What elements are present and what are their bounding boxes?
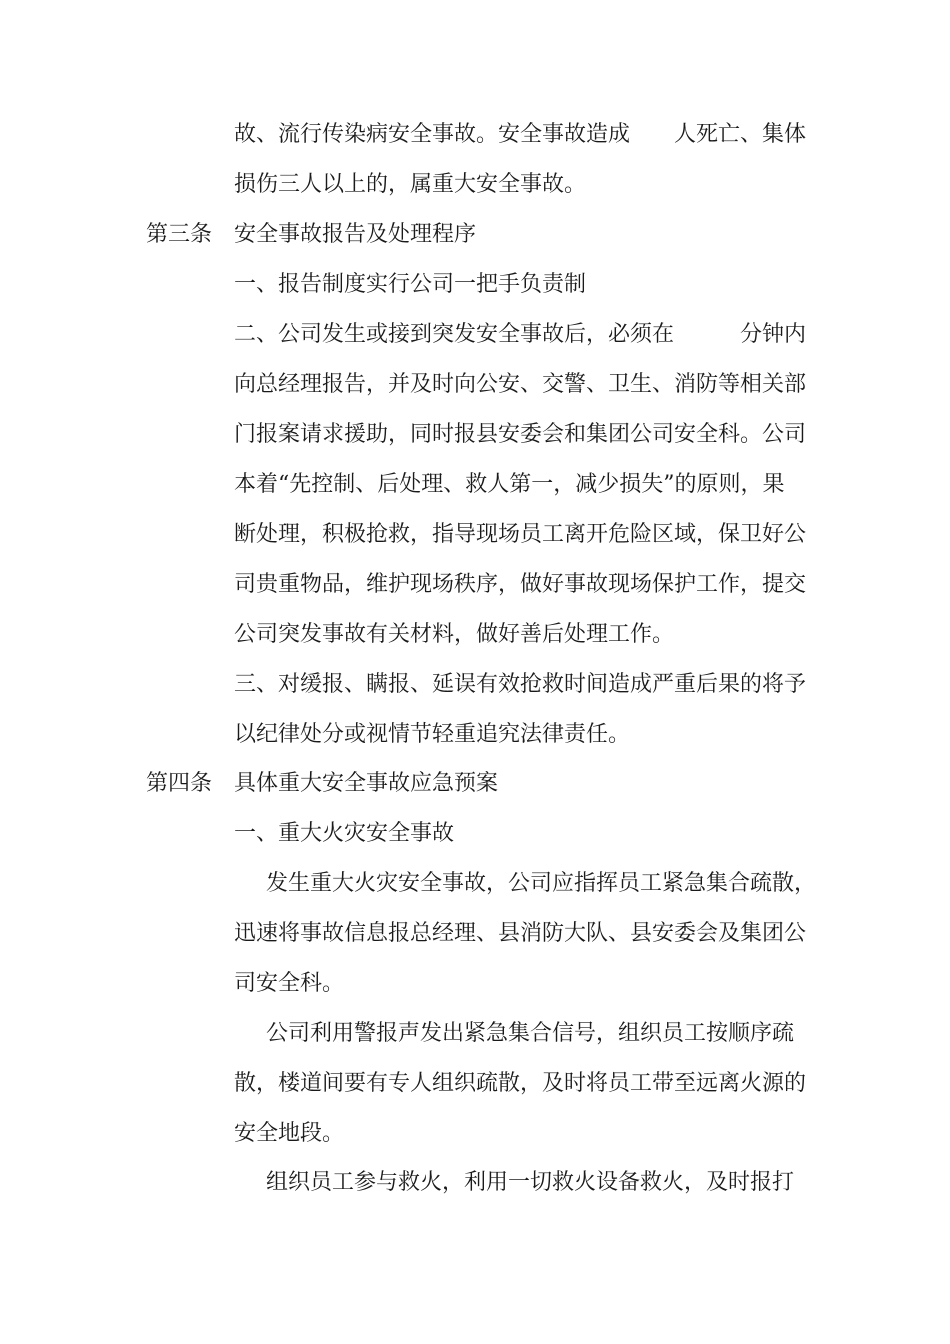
- text-line: 公司利用警报声发出紧急集合信号，组织员工按顺序疏: [266, 1021, 795, 1046]
- text-line: 迅速将事故信息报总经理、县消防大队、县安委会及集团公: [234, 921, 807, 946]
- text-line: 向总经理报告，并及时向公安、交警、卫生、消防等相关部: [234, 372, 807, 397]
- text-segment: 分钟内: [740, 322, 807, 347]
- text-line: 三、对缓报、瞒报、延误有效抢救时间造成严重后果的将予: [234, 672, 807, 697]
- article-heading: [146, 769, 498, 799]
- text-line: 一、报告制度实行公司一把手负责制: [234, 272, 587, 297]
- text-line: 本着“先控制、后处理、救人第一，减少损失”的原则，果: [234, 472, 785, 497]
- text-line: 以纪律处分或视情节轻重追究法律责任。: [234, 722, 631, 747]
- section-heading: 一、重大火灾安全事故: [234, 821, 455, 846]
- text-line: 司安全科。: [234, 971, 345, 996]
- text-line: 损伤三人以上的，属重大安全事故。: [234, 172, 587, 197]
- text-line: 组织员工参与救火，利用一切救火设备救火，及时报打: [266, 1170, 795, 1195]
- text-line: 断处理，积极抢救，指导现场员工离开危险区域，保卫好公: [234, 522, 807, 547]
- article-title: 具体重大安全事故应急预案: [234, 771, 499, 796]
- text-segment: 故、流行传染病安全事故。安全事故造成: [234, 122, 631, 147]
- text-line: [234, 320, 806, 350]
- text-line: 发生重大火灾安全事故，公司应指挥员工紧急集合疏散，: [266, 871, 817, 896]
- text-line: 安全地段。: [234, 1121, 345, 1146]
- text-segment: 二、公司发生或接到突发安全事故后，必须在: [234, 322, 675, 347]
- text-line: 门报案请求援助，同时报县安委会和集团公司安全科。公司: [234, 422, 807, 447]
- article-number: 第四条: [146, 771, 213, 796]
- article-title: 安全事故报告及处理程序: [234, 222, 477, 247]
- text-line: 散，楼道间要有专人组织疏散，及时将员工带至远离火源的: [234, 1071, 807, 1096]
- text-line: [234, 120, 806, 150]
- text-segment: 人死亡、集体: [674, 122, 807, 147]
- article-number: 第三条: [146, 222, 213, 247]
- text-line: 司贵重物品，维护现场秩序，做好事故现场保护工作，提交: [234, 572, 807, 597]
- text-line: 公司突发事故有关材料，做好善后处理工作。: [234, 622, 675, 647]
- article-heading: [146, 220, 476, 250]
